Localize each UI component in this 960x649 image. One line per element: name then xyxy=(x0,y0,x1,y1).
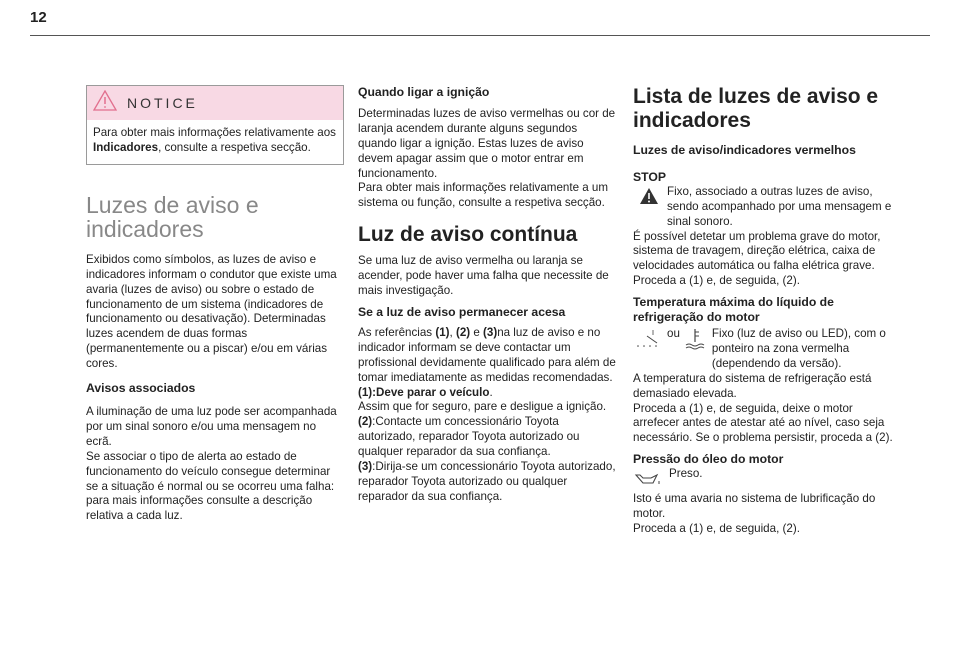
column-3 xyxy=(633,85,895,537)
references-pre: As referências xyxy=(358,325,436,339)
ref-sep-1: , xyxy=(449,325,456,339)
stays-on-heading: Se a luz de aviso permanecer acesa xyxy=(358,304,566,319)
oil-entry xyxy=(633,467,895,492)
stop-warning-icon xyxy=(639,187,659,210)
reference-2-text: :Contacte um concessionário Toyota autorizado, reparador Toyota autorizado ou qualquer reparador da sua confiança. xyxy=(358,415,580,459)
reference-2-label: (2) xyxy=(358,415,373,429)
red-indicators-heading: Luzes de aviso/indicadores vermelhos xyxy=(633,143,856,157)
associated-paragraph-2: Se associar o tipo de alerta ao estado de funcionamento do veículo consegue determinar se a situação é normal ou se ocorreu uma falha: para mais informações consulte a descrição relativa a cada luz. xyxy=(86,449,335,523)
coolant-temperature-icon xyxy=(684,327,706,356)
notice-text-pre: Para obter mais informações relativamente aos xyxy=(93,126,336,139)
header-rule xyxy=(30,35,930,36)
oil-text-2: Isto é uma avaria no sistema de lubrificação do motor. xyxy=(633,492,876,520)
ignition-heading: Quando ligar a ignição xyxy=(358,85,490,99)
coolant-gauge-icon xyxy=(633,327,663,356)
coolant-text-3: Proceda a (1) e, de seguida, deixe o motor arrefecer antes de atestar até ao nível, caso seja necessário. Se o problema persistir, proceda a (2). xyxy=(633,401,893,445)
associated-warnings-heading: Avisos associados xyxy=(86,381,196,396)
coolant-heading: Temperatura máxima do líquido de refrigeração do motor xyxy=(633,295,834,325)
references-post: na luz de aviso e no indicador informam se deve contactar um profissional devidamente qualificado para além de tomar imediatamente as medidas recomendadas. xyxy=(358,325,616,384)
ref-2: (2) xyxy=(455,325,471,339)
stop-entry xyxy=(633,185,895,230)
reference-1-dot: . xyxy=(489,385,493,399)
oil-pressure-heading: Pressão do óleo do motor xyxy=(633,452,784,467)
reference-1-line xyxy=(358,386,616,401)
oil-text-3: Proceda a (1) e, de seguida, (2). xyxy=(633,521,800,535)
continuous-warning-title: Luz de aviso contínua xyxy=(358,223,578,247)
intro-paragraph: Exibidos como símbolos, as luzes de aviso e indicadores informam o condutor que existe uma avaria (luzes de aviso) ou sobre o estado de funcionamento de um sistema (indicadores de funcionamento ou desativação). Determinadas luzes acendem de duas formas (permanentemente ou a piscar) e/ou em várias cores. xyxy=(86,252,337,371)
ignition-paragraph-1: Determinadas luzes de aviso vermelhas ou cor de laranja acendem durante alguns segundos quando ligar a ignição. Estas luzes de aviso devem apagar assim que o motor entrar em funcionamento. xyxy=(358,106,616,180)
reference-2-line xyxy=(358,415,616,460)
page-number: 12 xyxy=(30,9,47,26)
notice-title: NOTICE xyxy=(127,94,198,111)
ref-1: (1) xyxy=(435,325,450,339)
notice-body xyxy=(87,120,343,164)
reference-3-line xyxy=(358,460,616,505)
list-title: Lista de luzes de aviso e indicadores xyxy=(633,85,879,132)
oil-text-1: Preso. xyxy=(669,467,703,481)
ou-text: ou xyxy=(667,326,680,340)
stop-text-1: Fixo, associado a outras luzes de aviso, sendo acompanhado por uma mensagem e sinal sonoro. xyxy=(667,184,892,228)
reference-1-label: (1) xyxy=(358,385,373,399)
coolant-text-2: A temperatura do sistema de refrigeração está demasiado elevada. xyxy=(633,371,872,400)
coolant-entry xyxy=(633,327,895,372)
notice-text-bold: Indicadores xyxy=(93,140,159,154)
ref-3: (3) xyxy=(483,325,498,339)
oil-can-icon xyxy=(633,469,661,492)
column-1 xyxy=(86,85,344,524)
column-2 xyxy=(358,85,616,505)
reference-3-label: (3) xyxy=(358,460,373,474)
warning-triangle-icon xyxy=(93,90,117,116)
references-paragraph xyxy=(358,326,616,386)
reference-3-text: :Dirija-se um concessionário Toyota autorizado, reparador Toyota autorizado ou qualquer reparador da sua confiança. xyxy=(358,460,616,503)
notice-text-post: , consulte a respetiva secção. xyxy=(158,140,311,154)
section-title: Luzes de aviso e indicadores xyxy=(86,191,259,242)
continuous-paragraph: Se uma luz de aviso vermelha ou laranja se acender, pode haver uma falha que necessite de mais investigação. xyxy=(358,254,609,298)
coolant-text-1: Fixo (luz de aviso ou LED), com o ponteiro na zona vermelha (dependendo da versão). xyxy=(711,326,886,370)
ref-sep-2: e xyxy=(470,325,484,339)
stop-label: STOP xyxy=(633,169,666,184)
stop-text-2: É possível detetar um problema grave do motor, sistema de travagem, direção elétrica, caixa de velocidades automática ou falha elétrica grave. xyxy=(633,229,881,273)
associated-paragraph-1: A iluminação de uma luz pode ser acompanhada por um sinal sonoro e/ou uma mensagem no ecrã. xyxy=(86,404,337,448)
reference-1-text: Assim que for seguro, pare e desligue a ignição. xyxy=(358,400,607,414)
notice-header xyxy=(87,86,343,120)
stop-text-3: Proceda a (1) e, de seguida, (2). xyxy=(633,274,800,288)
notice-box xyxy=(86,85,344,165)
reference-1-bold: :Deve parar o veículo xyxy=(372,385,490,399)
ignition-paragraph-2: Para obter mais informações relativamente a um sistema ou função, consulte a respetiva secção. xyxy=(358,181,609,210)
